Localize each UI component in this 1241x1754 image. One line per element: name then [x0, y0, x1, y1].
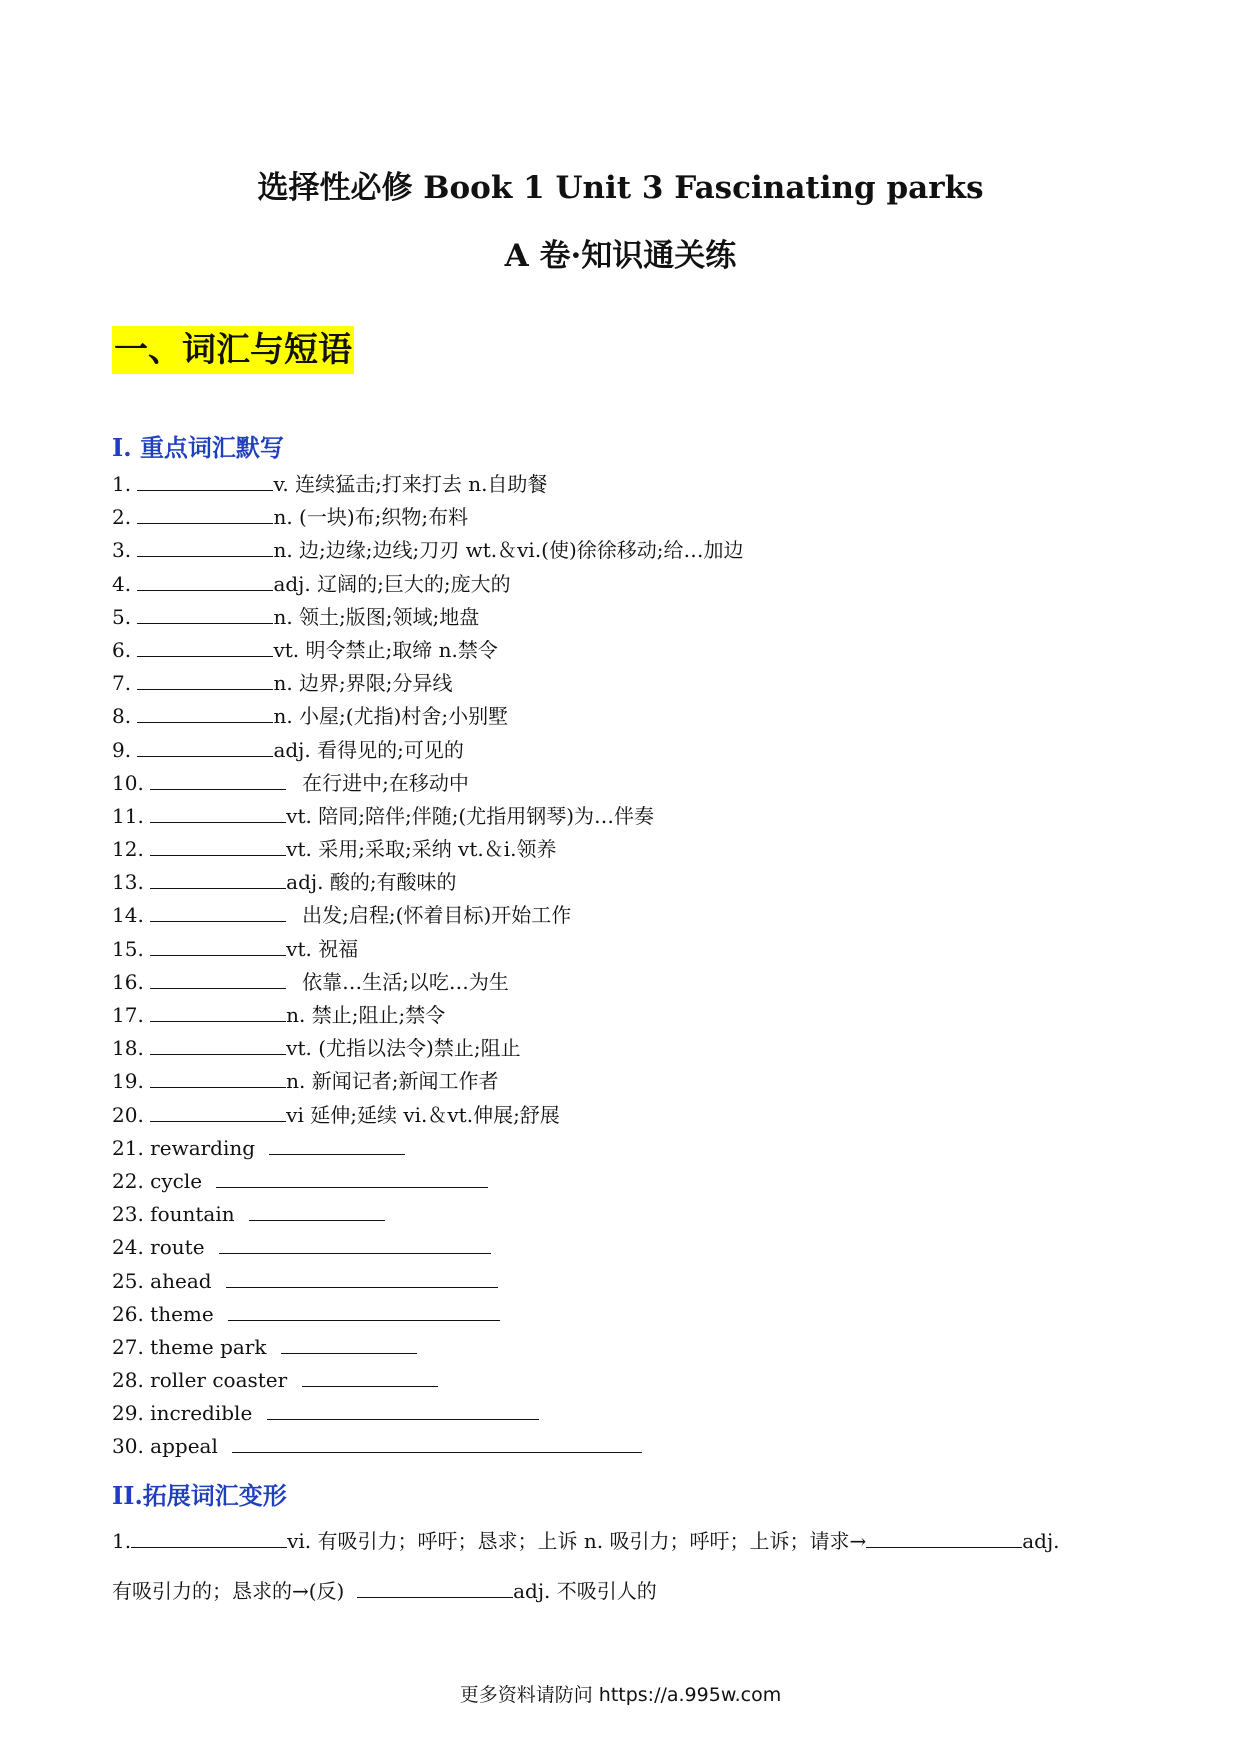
item-number: 13. [112, 870, 144, 895]
answer-blank[interactable] [150, 935, 286, 956]
answer-blank[interactable] [249, 1200, 385, 1221]
answer-blank[interactable] [302, 1366, 438, 1387]
vocabulary-item [112, 667, 1132, 700]
vocabulary-item [112, 1231, 1132, 1264]
item-definition: n. 禁止;阻止;禁令 [286, 1003, 446, 1027]
vocabulary-list [112, 468, 1132, 1464]
item-word: theme [150, 1301, 214, 1326]
item-definition: adj. [1022, 1529, 1060, 1553]
item-number: 2. [112, 505, 132, 530]
vocabulary-item [112, 734, 1132, 767]
answer-blank[interactable] [150, 769, 286, 790]
item-definition: adj. 酸的;有酸味的 [286, 870, 457, 895]
item-definition: n. 边;边缘;边线;刀刃 wt.＆vi.(使)徐徐移动;给…加边 [273, 538, 744, 563]
answer-blank[interactable] [219, 1233, 491, 1254]
item-number: 29. [112, 1401, 144, 1426]
answer-blank[interactable] [357, 1577, 513, 1598]
answer-blank[interactable] [150, 901, 286, 922]
item-word: route [150, 1235, 205, 1260]
item-definition: n. 小屋;(尤指)村舍;小别墅 [273, 704, 509, 729]
vocabulary-item [112, 700, 1132, 733]
answer-blank[interactable] [228, 1300, 500, 1321]
item-definition: vi. 有吸引力；呼吁；恳求；上诉 n. 吸引力；呼吁；上诉；请求→ [287, 1529, 867, 1553]
answer-blank[interactable] [137, 603, 273, 624]
item-number: 4. [112, 571, 132, 596]
answer-blank[interactable] [269, 1134, 405, 1155]
item-number: 20. [112, 1102, 144, 1127]
item-definition: n. 边界;界限;分异线 [273, 671, 453, 696]
item-definition: vt. 采用;采取;采纳 vt.＆i.领养 [286, 837, 557, 862]
item-definition: vt. 明令禁止;取缔 n.禁令 [273, 637, 498, 662]
answer-blank[interactable] [137, 669, 273, 690]
item-number: 22. [112, 1168, 144, 1193]
answer-blank[interactable] [216, 1167, 488, 1188]
vocabulary-item [112, 1265, 1132, 1298]
answer-blank[interactable] [150, 1034, 286, 1055]
item-word: roller coaster [150, 1368, 288, 1393]
item-word: incredible [150, 1401, 253, 1426]
vocabulary-item [112, 1065, 1132, 1098]
item-definition: adj. 辽阔的;巨大的;庞大的 [273, 571, 511, 596]
item-number: 12. [112, 837, 144, 862]
answer-blank[interactable] [137, 570, 273, 591]
vocabulary-item [112, 601, 1132, 634]
answer-blank[interactable] [150, 868, 286, 889]
answer-blank[interactable] [150, 802, 286, 823]
answer-blank[interactable] [232, 1432, 642, 1453]
item-number: 24. [112, 1235, 144, 1260]
vocabulary-item [112, 1397, 1132, 1430]
part-heading-key-vocabulary: I. 重点词汇默写 [112, 433, 284, 462]
answer-blank[interactable] [137, 536, 273, 557]
part-heading-word-forms: II.拓展词汇变形 [112, 1481, 287, 1510]
item-number: 25. [112, 1268, 144, 1293]
vocabulary-item [112, 899, 1132, 932]
item-definition: adj. 不吸引人的 [513, 1579, 657, 1603]
document-subtitle: A 卷·知识通关练 [504, 238, 737, 274]
item-number: 8. [112, 704, 132, 729]
item-definition: vt. 祝福 [286, 936, 359, 961]
item-definition: vt. (尤指以法令)禁止;阻止 [286, 1036, 521, 1061]
answer-blank[interactable] [137, 503, 273, 524]
item-number: 19. [112, 1069, 144, 1094]
answer-blank[interactable] [137, 736, 273, 757]
answer-blank[interactable] [150, 968, 286, 989]
item-number: 17. [112, 1003, 144, 1027]
vocabulary-item [112, 1364, 1132, 1397]
vocabulary-item [112, 800, 1132, 833]
item-number: 21. [112, 1135, 144, 1160]
item-number: 23. [112, 1202, 144, 1227]
vocabulary-item [112, 1331, 1132, 1364]
item-number: 16. [112, 969, 144, 994]
item-number: 14. [112, 903, 144, 928]
vocabulary-item [112, 501, 1132, 534]
vocabulary-item [112, 1430, 1132, 1463]
answer-blank[interactable] [137, 636, 273, 657]
item-number: 11. [112, 803, 144, 828]
item-number: 1. [112, 1529, 132, 1553]
vocabulary-item [112, 1198, 1132, 1231]
answer-blank[interactable] [150, 835, 286, 856]
vocabulary-item [112, 1132, 1132, 1165]
vocabulary-item [112, 866, 1132, 899]
vocabulary-item [112, 1032, 1132, 1065]
vocabulary-item [112, 833, 1132, 866]
answer-blank[interactable] [137, 470, 273, 491]
item-number: 5. [112, 604, 132, 629]
item-word: appeal [150, 1434, 218, 1459]
vocabulary-item [112, 1165, 1132, 1198]
vocabulary-item [112, 1298, 1132, 1331]
item-number: 10. [112, 770, 144, 795]
item-number: 6. [112, 637, 132, 662]
item-definition: n. (一块)布;织物;布料 [273, 505, 469, 530]
item-number: 9. [112, 737, 132, 762]
item-number: 7. [112, 671, 132, 696]
item-definition: n. 领土;版图;领域;地盘 [273, 604, 480, 629]
answer-blank[interactable] [131, 1527, 287, 1548]
vocabulary-item [112, 568, 1132, 601]
item-definition: 在行进中;在移动中 [302, 770, 469, 795]
item-number: 28. [112, 1368, 144, 1393]
item-number: 27. [112, 1334, 144, 1359]
item-number: 15. [112, 936, 144, 961]
item-definition: 依靠…生活;以吃…为生 [302, 969, 509, 994]
word-form-item [112, 1516, 1130, 1616]
item-number: 18. [112, 1036, 144, 1061]
item-word: rewarding [150, 1135, 256, 1160]
item-word: theme park [150, 1334, 267, 1359]
item-definition: vi 延伸;延续 vi.＆vt.伸展;舒展 [286, 1102, 560, 1127]
answer-blank[interactable] [281, 1333, 417, 1354]
item-definition: n. 新闻记者;新闻工作者 [286, 1069, 499, 1094]
item-number: 30. [112, 1434, 144, 1459]
vocabulary-item [112, 966, 1132, 999]
section-heading-vocabulary: 一、词汇与短语 [112, 326, 354, 374]
item-definition: adj. 看得见的;可见的 [273, 737, 464, 762]
vocabulary-item [112, 999, 1132, 1032]
item-definition: v. 连续猛击;打来打去 n.自助餐 [273, 472, 548, 496]
item-number: 3. [112, 538, 132, 563]
item-number: 26. [112, 1301, 144, 1326]
footer-link-text: 更多资料请防问 https://a.995w.com [459, 1684, 782, 1706]
answer-blank[interactable] [866, 1527, 1022, 1548]
item-number: 1. [112, 472, 132, 496]
item-word: cycle [150, 1168, 203, 1193]
answer-blank[interactable] [150, 1067, 286, 1088]
answer-blank[interactable] [226, 1267, 498, 1288]
vocabulary-item [112, 634, 1132, 667]
answer-blank[interactable] [150, 1001, 286, 1022]
item-definition: 有吸引力的；恳求的→(反) [112, 1579, 345, 1603]
answer-blank[interactable] [267, 1399, 539, 1420]
vocabulary-item [112, 767, 1132, 800]
item-definition: vt. 陪同;陪伴;伴随;(尤指用钢琴)为…伴奏 [286, 803, 655, 828]
document-title: 选择性必修 Book 1 Unit 3 Fascinating parks [257, 170, 984, 206]
vocabulary-item [112, 468, 1132, 501]
vocabulary-item [112, 534, 1132, 567]
answer-blank[interactable] [150, 1101, 286, 1122]
vocabulary-item [112, 1099, 1132, 1132]
answer-blank[interactable] [137, 702, 273, 723]
item-definition: 出发;启程;(怀着目标)开始工作 [302, 903, 572, 928]
vocabulary-item [112, 933, 1132, 966]
item-word: ahead [150, 1268, 212, 1293]
item-word: fountain [150, 1202, 235, 1227]
